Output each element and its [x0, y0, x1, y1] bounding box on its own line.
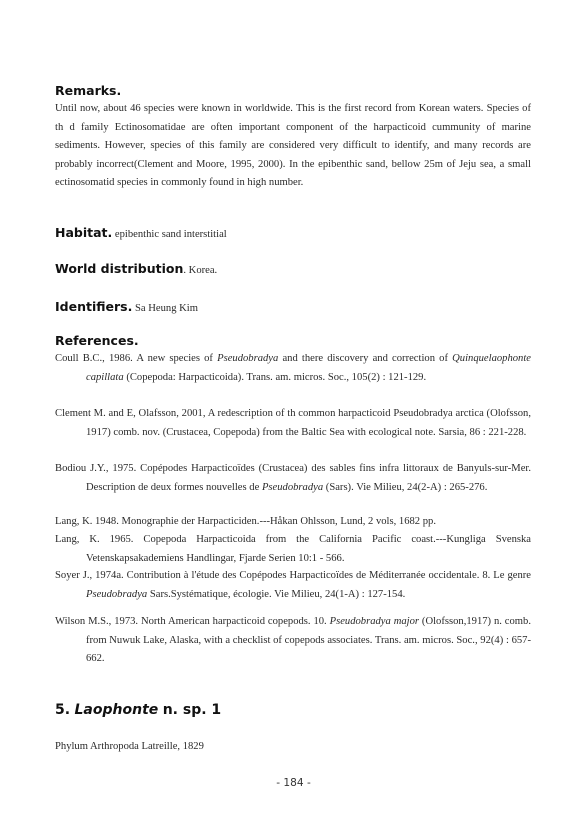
ref-text: Wilson M.S., 1973. North American harpacticoid copepods. 10.: [55, 616, 330, 627]
identifiers-text: Sa Heung Kim: [135, 303, 198, 314]
habitat-heading: Habitat.: [55, 225, 113, 240]
remarks-paragraph: Until now, about 46 species were known in worldwide. This is the first record from Korean waters. Species of th d family Ectinosomatidae are often important component of the harpacticoid cummunity of marine sediments. However, species of this family are considered very difficult to identify, and many records are probably incorrect(Clement and Moore, 1995, 2000). In the epibenthic sand, bellow 25m of Jeju sea, a small ectinosomatid species in commonly found in high number.: [55, 103, 531, 188]
remarks-heading: Remarks.: [55, 83, 122, 98]
ref-text: (Sars). Vie Milieu, 24(2-A) : 265-276.: [323, 481, 488, 493]
ref-text: Coull B.C., 1986. A new species of: [55, 353, 218, 364]
distribution-text: . Korea.: [183, 265, 218, 276]
section-title: [55, 702, 221, 718]
section-number: 5.: [55, 702, 71, 718]
references-heading: References.: [55, 333, 139, 348]
section-genus: Laophonte: [74, 702, 159, 718]
ref-taxon: Pseudobradya: [217, 353, 279, 364]
ref-text: and there discovery and correction of: [278, 353, 453, 364]
ref-text: Bodiou J.Y., 1975. Copépodes Harpacticoïdes (Crustacea) des sables fins infra littoraux de Banyuls-sur-Mer. Description de deux formes nouvelles de: [55, 463, 531, 493]
ref-taxon: Pseudobradya: [86, 588, 148, 600]
ref-text: Lang, K. 1965. Copepoda Harpacticoida from the California Pacific coast.---Kungliga Svenska Vetenskapsakademiens Handlingar, Fjarde Serien 10:1 - 566.: [55, 534, 531, 564]
habitat-text: epibenthic sand interstitial: [114, 229, 227, 240]
ref-text: (Olofsson,1917) n. comb. from Nuwuk Lake, Alaska, with a checklist of copepods associates. Trans. am. micros. Soc., 92(4) : 657-662.: [86, 616, 531, 664]
reference-item: [55, 350, 531, 387]
phylum-line: Phylum Arthropoda Latreille, 1829: [55, 741, 204, 752]
distribution-line: [55, 261, 217, 276]
reference-item: [55, 460, 531, 497]
reference-item: [55, 613, 531, 669]
reference-item: [55, 531, 531, 568]
distribution-heading: World distribution: [55, 261, 184, 276]
ref-text: (Copepoda: Harpacticoida). Trans. am. micros. Soc., 105(2) : 121-129.: [123, 371, 427, 383]
section-suffix: n. sp. 1: [162, 702, 222, 718]
identifiers-heading: Identifiers.: [55, 299, 133, 314]
reference-item: [55, 405, 531, 442]
ref-text: Sars.Systématique, écologie. Vie Milieu, 24(1-A) : 127-154.: [147, 588, 406, 600]
identifiers-line: [55, 299, 198, 314]
ref-taxon: Quinquelaophonte capillata: [86, 353, 531, 383]
ref-text: Soyer J., 1974a. Contribution à l'étude des Copépodes Harpacticoïdes de Méditerranée occidentale. 8. Le genre: [55, 570, 531, 581]
reference-item: [55, 513, 531, 532]
ref-text: Lang, K. 1948. Monographie der Harpacticiden.---Håkan Ohlsson, Lund, 2 vols, 1682 pp.: [55, 516, 436, 527]
ref-taxon: Pseudobradya major: [329, 616, 420, 627]
ref-taxon: Pseudobradya: [261, 481, 324, 493]
ref-text: Clement M. and E, Olafsson, 2001, A redescription of th common harpacticoid Pseudobradya arctica (Olofsson, 1917) comb. nov. (Crustacea, Copepoda) from the Baltic Sea with ecological note. Sarsia, 86 : 221-228.: [55, 408, 531, 438]
reference-item: [55, 567, 531, 604]
habitat-line: [55, 225, 227, 240]
page-number: - 184 -: [276, 777, 311, 789]
